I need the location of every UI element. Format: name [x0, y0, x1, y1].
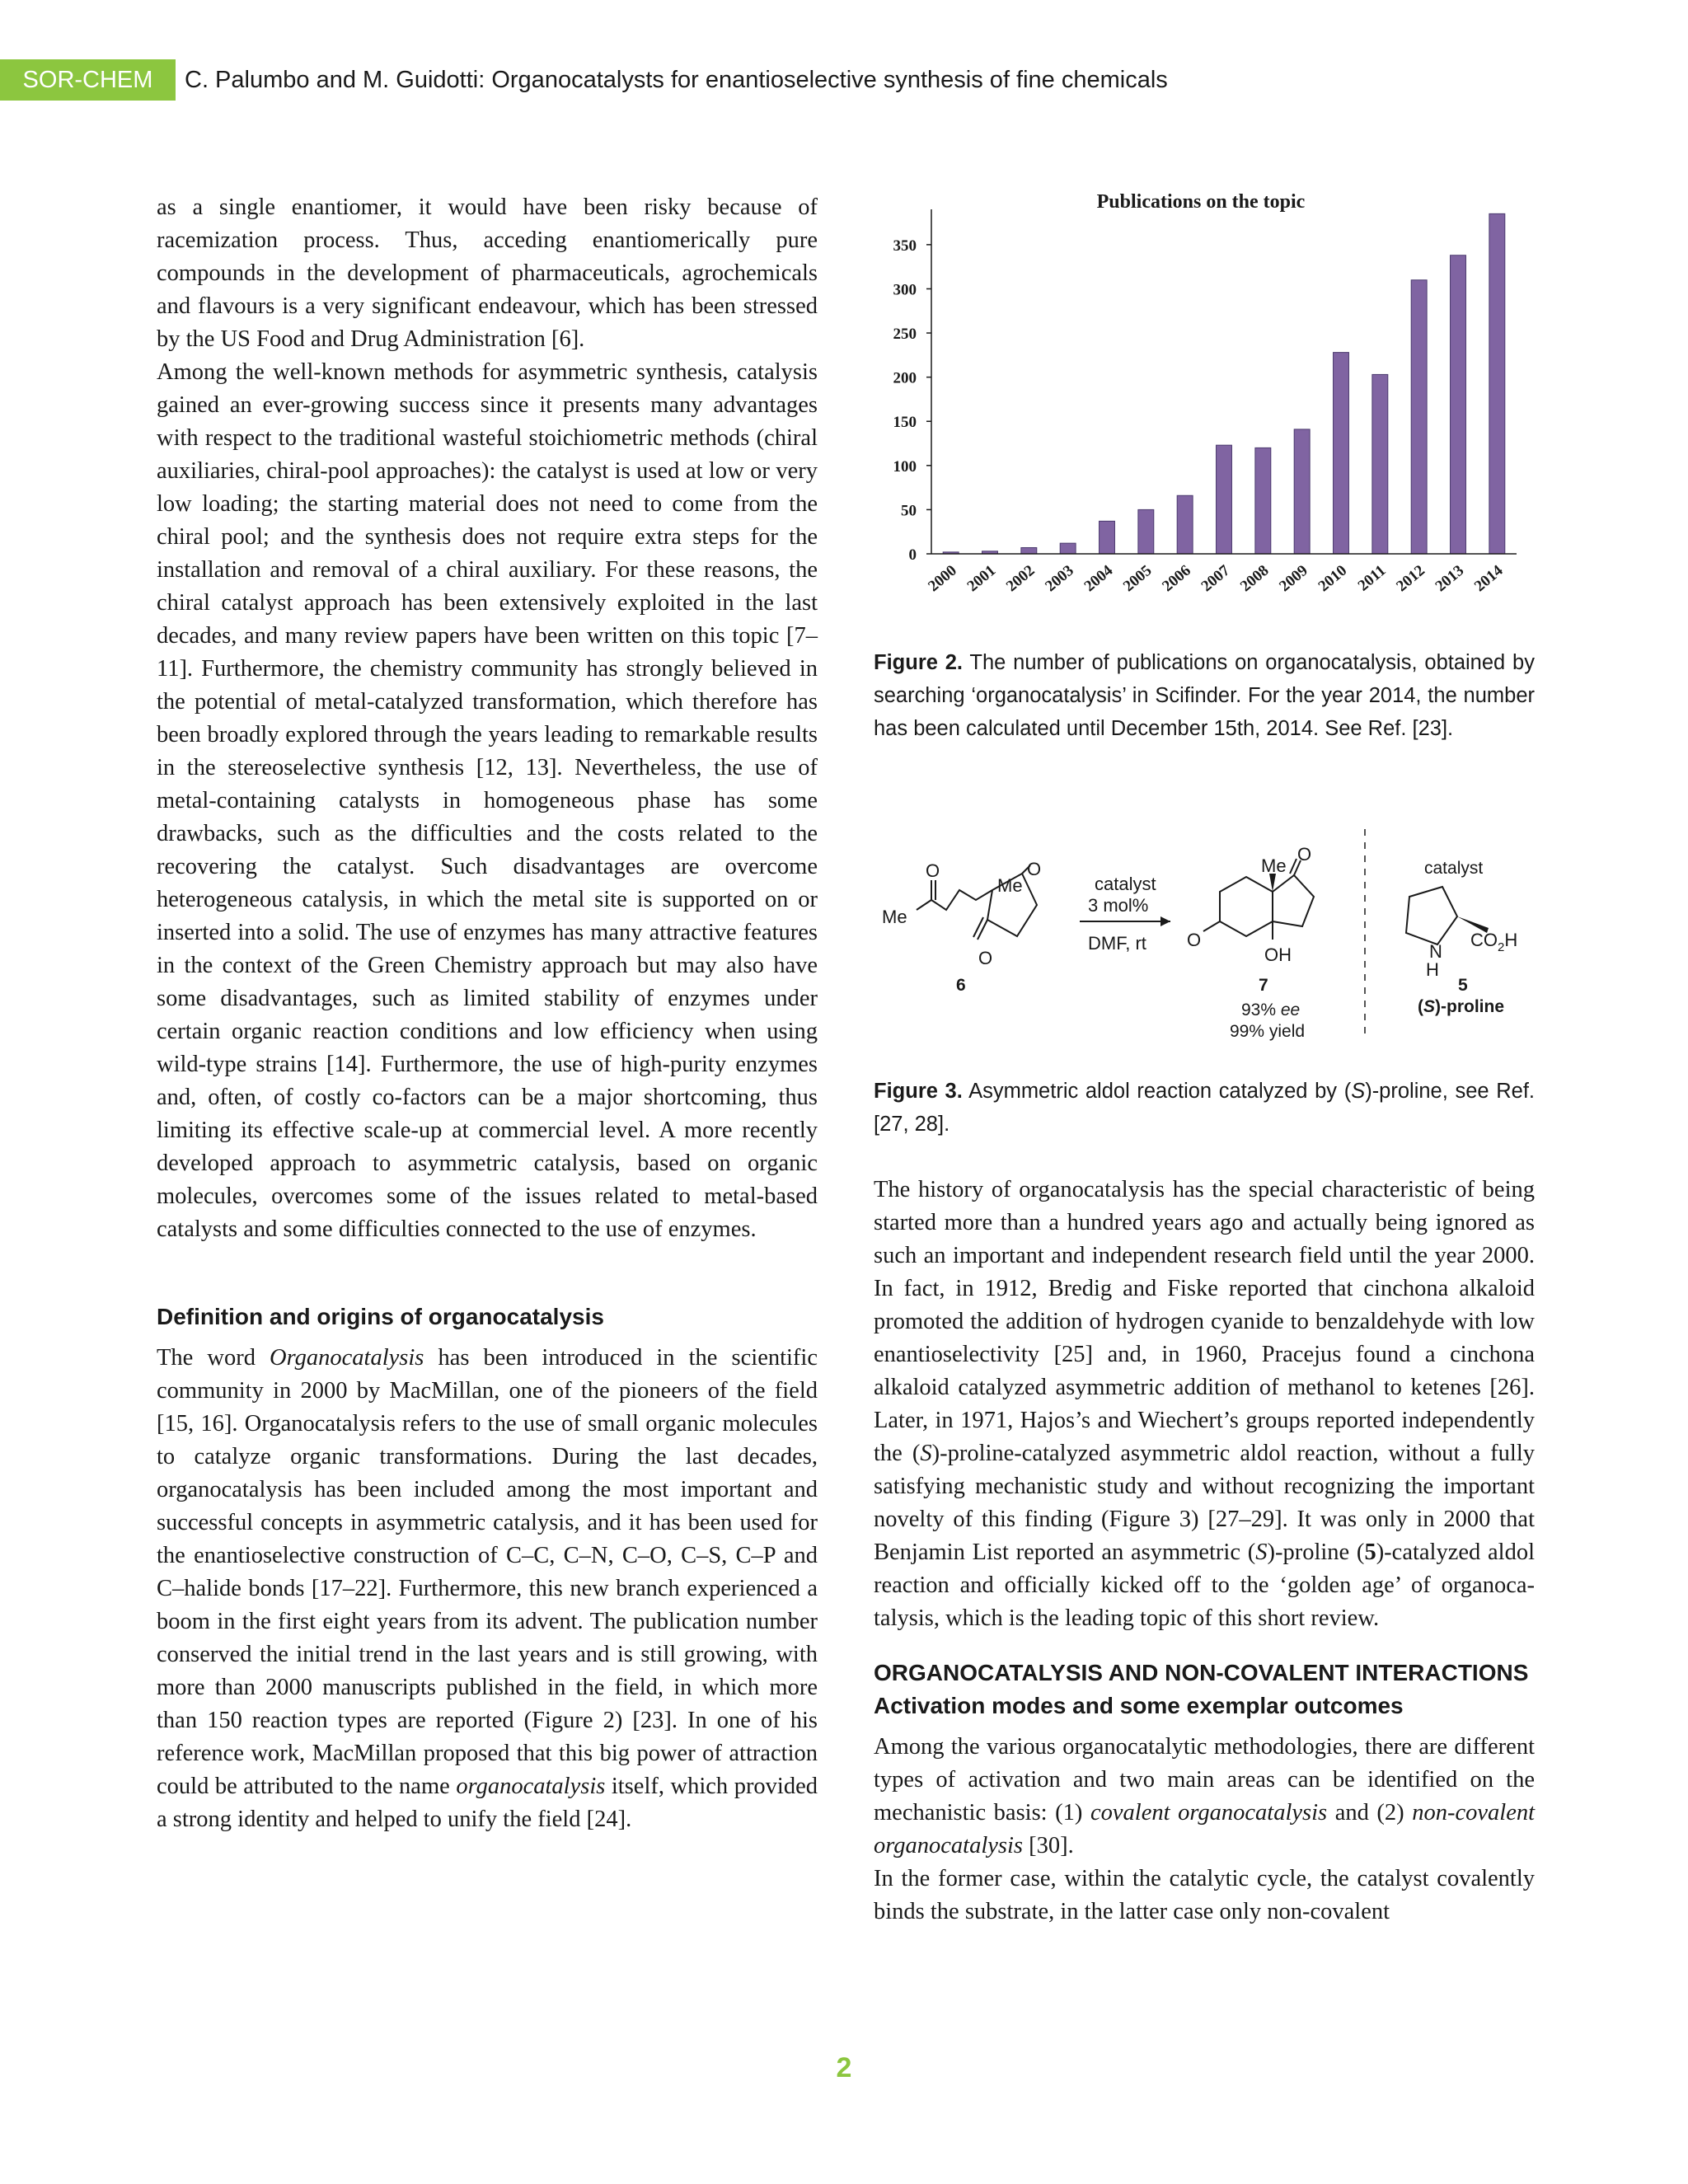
loading-label: 3 mol% [1088, 895, 1149, 916]
bar-2007 [1217, 445, 1232, 554]
paragraph-2: Among the well-known methods for asymmetric synthesis, catalysis gained an ever-growing success since it presents many advantages with respect to the traditional wasteful stoichiometric methods (chiral auxiliaries, chiral-pool approaches): the catalyst is used at low or very low loading; the starting material does not need to come from the chiral pool; and the synthesis does not require extra steps for the installation and removal of a chiral auxiliary. For these reasons, the chiral catalyst approach has been extensively exploited in the last decades, and many review papers have been written on this topic [7–11]. Furthermore, the chemistry community has strongly believed in the potential of metal-catalyzed transformation, which therefore has been broadly explored through the years leading to remarkable results in the stereoselective synthesis [12, 13]. Nevertheless, the use of metal-containing catalysts in homogeneous phase has some drawbacks, such as the difficulties and the costs related to the recovering the catalyst. Such disadvantages are overcome heterogeneous catalysis, in which the metal site is supported on or inserted into a solid. The use of enzymes has many attractive features in the context of the Green Chemistry approach but may also have some disadvantages, such as limited stability of enzymes under certain organic reaction conditions and low efficiency when using wild-type strains [14]. Furthermore, the use of high-purity enzymes and, often, of costly co-factors can be a major shortcoming, thus limiting its effective scale-up at commercial level. A more recently developed approach to asymmetric catalysis, based on organic molecules, overcomes some of the issues related to metal-based catalysts and some difficulties connected to the use of enzymes. [157, 359, 818, 1242]
x-tick-label: 2005 [1119, 561, 1156, 596]
x-axis [925, 554, 1517, 595]
conditions-label: DMF, rt [1088, 933, 1146, 954]
x-tick-label: 2003 [1042, 561, 1077, 596]
h-label: H [1426, 959, 1439, 980]
bar-2013 [1451, 255, 1466, 554]
x-tick-label: 2004 [1081, 561, 1117, 596]
bar-2014 [1489, 213, 1505, 554]
x-tick-label: 2012 [1393, 561, 1428, 596]
bar-2002 [1021, 547, 1037, 554]
bar-2010 [1334, 353, 1349, 554]
compound-7-structure [1203, 859, 1314, 940]
co2h-label: $CO_2H$ [1470, 930, 1518, 954]
figure-3-caption: Figure 3. Asymmetric aldol reaction catalyzed by (S)-proline, see Ref. [27, 28]. [874, 1080, 1535, 1136]
proline-label: (S)-proline [1418, 997, 1505, 1016]
bar-2003 [1060, 543, 1076, 554]
bar-2005 [1138, 509, 1154, 554]
y-tick-label: 250 [893, 326, 917, 344]
arrow-head [1160, 916, 1170, 926]
x-tick-label: 2013 [1432, 561, 1468, 596]
me-label-2: Me [997, 875, 1023, 896]
y-tick-label: 100 [893, 457, 917, 476]
x-tick-label: 2011 [1354, 561, 1390, 595]
bar-2008 [1255, 448, 1271, 554]
compound-6-number: 6 [956, 976, 966, 995]
x-tick-label: 2006 [1159, 561, 1194, 596]
n-label: N [1429, 941, 1442, 962]
bar-2004 [1100, 521, 1115, 554]
bar-2006 [1177, 495, 1193, 554]
compound-5-number: 5 [1458, 976, 1468, 995]
x-tick-label: 2009 [1276, 561, 1311, 596]
compound-7-number: 7 [1259, 976, 1268, 995]
y-axis [893, 209, 932, 564]
y-tick-label: 200 [893, 369, 917, 387]
o-label-3: O [978, 948, 993, 968]
y-tick-label: 300 [893, 281, 917, 299]
paragraph-3: The word Organocatalysis has been introduced in the scientific community in 2000 by MacMillan, one of the pioneers of the field [15, 16]. Organocatalysis refers to the use of small organic molecules to catalyze organic transformations. During the last decades, organocatalysis has been included among the most important and successful concepts in asymmetric catalysis, and it has been used for the enantioselective construction of C–C, C–N, C–O, C–S, C–P and C–halide bonds [17–22]. Furthermore, this new branch experienced a boom in the first eight years from its advent. The publication number conserved the initial trend in the last years and is still growing, with more than 2000 manuscripts published in the field, in which more than 150 reaction types are reported (Figure 2) [23]. In one of his reference work, MacMillan proposed that this big power of attraction could be attributed to the name organocatalysis itself, which provided a strong identity and helped to unify the field [24]. [157, 1345, 818, 1832]
right-column [874, 1174, 1535, 1929]
bar-2012 [1411, 280, 1427, 554]
x-tick-label: 2007 [1198, 561, 1234, 596]
scheme-svg [874, 824, 1535, 1055]
y-tick-label: 150 [893, 414, 917, 432]
y-tick-label: 0 [908, 546, 917, 564]
paragraph-4: The history of organocatalysis has the special characteristic of being started more than a hundred years ago and actually being ignored as such an important and independent research field until the year 2000. In fact, in 1912, Bredig and Fiske reported that cinchona alkaloid promoted the addition of hydrogen cyanide to benzaldehyde with low enantioselectivity [25] and, in 1960, Pracejus found a cinchona alkaloid catalyzed asymmetric addition of methanol to ketenes [26]. Later, in 1971, Hajos’s and Wiechert’s groups reported independently the (S)-proline-catalyzed asymmetric aldol reaction, without a fully satisfying mechanistic study and without recognizing the important novelty of this finding (Figure 3) [27–29]. It was only in 2000 that Benjamin List reported an asymmetric (S)-proline (5)-catalyzed aldol reaction and officially kicked off to the ‘golden age’ of organocatalysis, which is the leading topic of this short review. [874, 1177, 1535, 1631]
page-number: 2 [836, 2052, 852, 2083]
o-label-1: O [926, 860, 940, 881]
y-tick-label: 50 [901, 502, 917, 520]
figure-2-caption: Figure 2. The number of publications on organocatalysis, obtained by searching ‘organocatalysis’ in Scifinder. For the year 2014, the number has been calculated until December 15th, 2014. See Ref. [23]. [874, 651, 1535, 740]
me-label-3: Me [1261, 855, 1287, 876]
aldol-reaction-scheme [874, 824, 1535, 1055]
publications-chart [874, 186, 1535, 631]
paragraph-1: as a single enantiomer, it would have been risky because of racemization process. Thus, acceding enantiomerically pure compounds in the development of pharmaceuticals, agrochemicals and flavours is a very significant endeavour, which has been stressed by the US Food and Drug Administration [6]. [157, 194, 818, 352]
x-tick-label: 2010 [1315, 561, 1351, 596]
bar-2009 [1294, 429, 1310, 554]
o-label-4: O [1297, 844, 1312, 865]
bars [943, 213, 1505, 554]
ee-label: 93% ee [1241, 1001, 1301, 1019]
left-column [157, 191, 818, 1836]
o-label-2: O [1027, 859, 1042, 879]
oh-label: OH [1264, 944, 1292, 965]
proline-structure [1406, 887, 1457, 944]
x-tick-label: 2014 [1470, 561, 1507, 596]
y-tick-label: 350 [893, 237, 917, 255]
catalyst-title: catalyst [1424, 859, 1484, 878]
bar-2011 [1372, 374, 1388, 554]
journal-tag: SOR-CHEM [0, 59, 176, 101]
subsection-heading-activation: Activation modes and some exemplar outcomes [874, 1693, 1404, 1718]
chart-title: Publications on the topic [1096, 191, 1306, 213]
x-tick-label: 2002 [1002, 561, 1039, 596]
me-label-1: Me [882, 907, 907, 927]
paragraph-6: In the former case, within the catalytic cycle, the catalyst covalently binds the substrate, in the latter case only non-covalent [874, 1866, 1535, 1924]
running-header: C. Palumbo and M. Guidotti: Organocatalysts for enantioselective synthesis of fine chemicals [185, 67, 1168, 93]
bar-chart-svg [874, 186, 1535, 631]
x-tick-label: 2000 [925, 561, 960, 596]
x-tick-label: 2001 [964, 561, 1000, 596]
section-heading-definition: Definition and origins of organocatalysis [157, 1304, 604, 1329]
section-heading-noncovalent: ORGANOCATALYSIS AND NON-COVALENT INTERACTIONS [874, 1660, 1529, 1685]
paragraph-5: Among the various organocatalytic methodologies, there are different types of activation and two main areas can be identified on the mechanistic basis: (1) covalent organocatalysis and (2) non-covalent organocatalysis [30]. [874, 1734, 1536, 1858]
catalyst-label: catalyst [1095, 874, 1156, 894]
x-tick-label: 2008 [1236, 561, 1273, 596]
o-label-5: O [1187, 930, 1202, 950]
yield-label: 99% yield [1230, 1022, 1306, 1041]
